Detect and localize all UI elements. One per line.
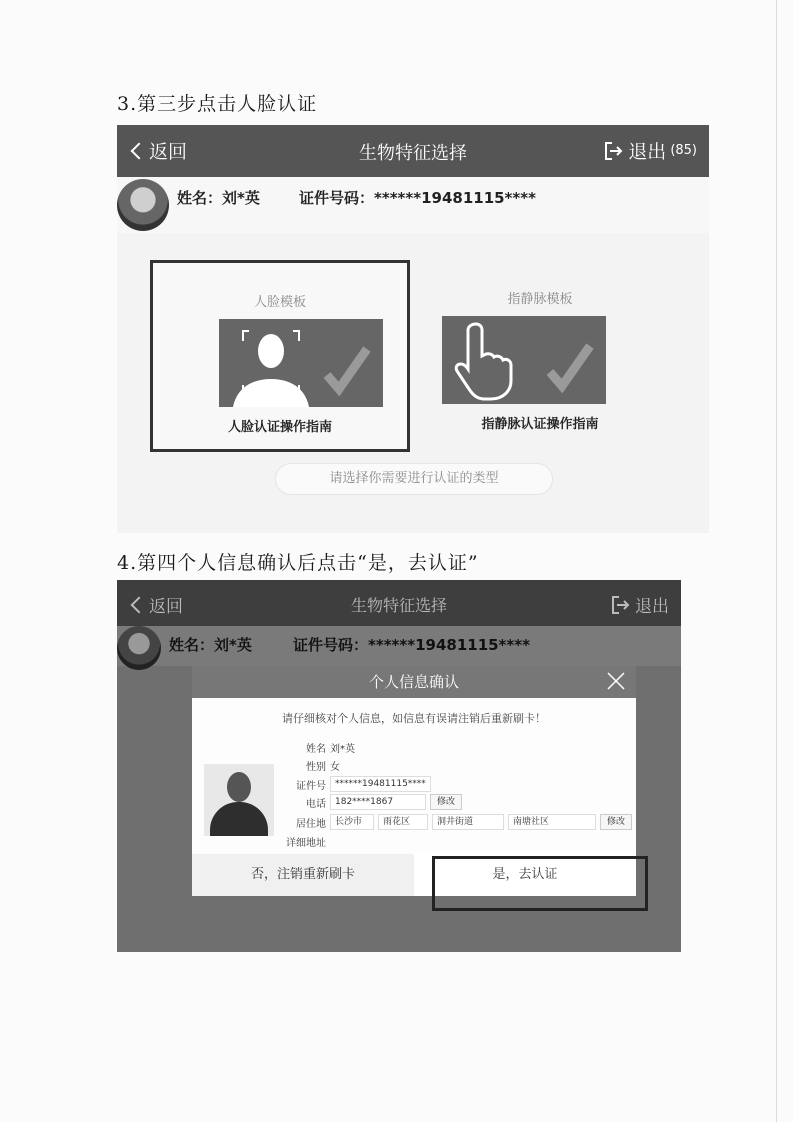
avatar <box>117 179 169 231</box>
highlight-frame <box>432 856 648 911</box>
back-label: 返回 <box>149 141 188 163</box>
community-select[interactable]: 南塘社区 <box>508 814 596 830</box>
confirm-authenticate-button[interactable]: 是，去认证 <box>414 854 636 896</box>
avatar <box>117 626 161 670</box>
district-select[interactable]: 雨花区 <box>378 814 428 830</box>
street-select[interactable]: 洞井街道 <box>432 814 504 830</box>
user-id-number: 证件号码：******19481115**** <box>299 189 536 207</box>
field-phone: 电话 182****1867 修改 <box>282 794 462 810</box>
field-address: 详细地址 <box>286 838 326 849</box>
user-id-number: 证件号码：******19481115**** <box>293 636 530 654</box>
face-template-card[interactable] <box>150 260 410 452</box>
dialog-notice: 请仔细核对个人信息，如信息有误请注销后重新刷卡！ <box>282 712 546 725</box>
countdown: (85) <box>670 143 697 158</box>
selection-hint: 请选择你需要进行认证的类型 <box>275 463 553 495</box>
user-info-bar <box>117 626 681 666</box>
field-residence: 居住地 长沙市 雨花区 洞井街道 南塘社区 修改 <box>282 814 632 830</box>
cancel-rescan-button[interactable]: 否，注销重新刷卡 <box>250 867 355 882</box>
top-bar <box>117 125 709 177</box>
page-edge <box>776 0 777 1122</box>
exit-icon <box>611 596 631 614</box>
phone-edit-button[interactable]: 修改 <box>430 794 462 810</box>
exit-button[interactable] <box>604 137 697 164</box>
vein-template-card[interactable] <box>410 260 670 452</box>
user-info-bar <box>117 177 709 233</box>
field-gender: 性别 女 <box>306 762 340 773</box>
field-name: 姓名 刘*英 <box>306 744 355 755</box>
step4-heading: 4.第四个人信息确认后点击“是，去认证” <box>117 552 479 574</box>
close-icon[interactable] <box>604 669 628 693</box>
screen-title: 生物特征选择 <box>350 596 447 615</box>
phone-input[interactable]: 182****1867 <box>330 794 426 810</box>
user-name: 姓名：刘*英 <box>169 636 252 654</box>
id-number-box: ******19481115**** <box>330 776 431 792</box>
face-guide-link[interactable]: 人脸认证操作指南 <box>227 420 332 435</box>
step3-heading: 3.第三步点击人脸认证 <box>117 93 318 115</box>
dialog-title: 个人信息确认 <box>192 666 636 698</box>
exit-icon <box>604 142 624 160</box>
field-id-number: 证件号 ******19481115**** <box>282 776 435 792</box>
exit-label: 退出 <box>628 141 667 163</box>
face-card-title: 人脸模板 <box>253 295 306 310</box>
city-select[interactable]: 长沙市 <box>330 814 374 830</box>
pointing-hand-icon <box>442 316 606 404</box>
screenshot-info-confirm <box>117 580 681 952</box>
top-bar-dimmed <box>117 580 681 626</box>
vein-guide-link[interactable]: 指静脉认证操作指南 <box>481 417 599 432</box>
face-silhouette-icon <box>219 319 383 407</box>
back-label: 返回 <box>149 597 183 617</box>
exit-label: 退出 <box>635 597 669 617</box>
residence-edit-button[interactable]: 修改 <box>600 814 632 830</box>
user-name: 姓名：刘*英 <box>177 189 260 207</box>
screen-title: 生物特征选择 <box>359 143 467 164</box>
screenshot-biometric-select <box>117 125 709 533</box>
vein-card-title: 指静脉模板 <box>507 292 573 307</box>
exit-button[interactable] <box>611 592 669 617</box>
id-photo <box>204 764 274 836</box>
